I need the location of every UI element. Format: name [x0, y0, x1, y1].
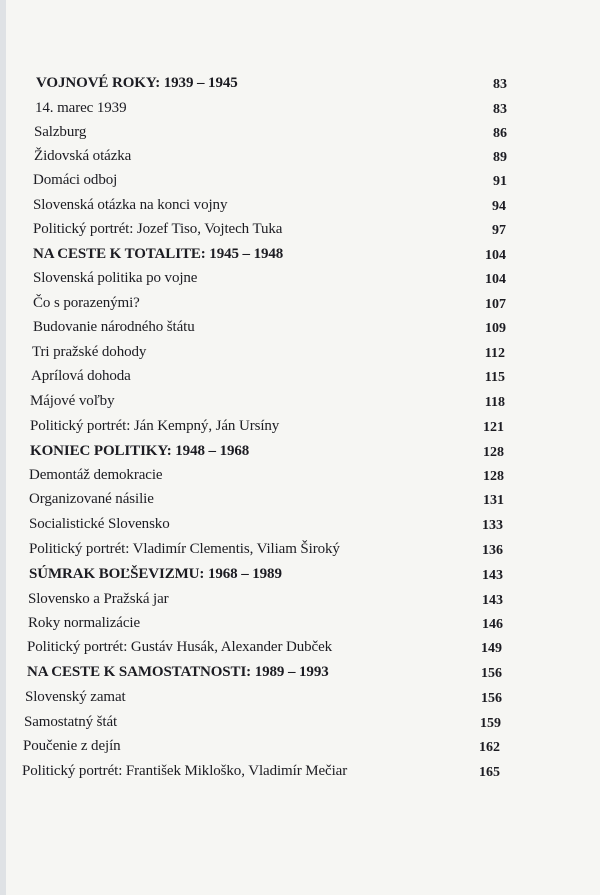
toc-entry: [22, 763, 582, 787]
toc-entry-title: Roky normalizácie: [28, 615, 141, 631]
toc-entry-title: Židovská otázka: [34, 148, 132, 164]
toc-entry: [35, 100, 595, 124]
toc-entry: [33, 319, 593, 343]
toc-entry-title: NA CESTE K TOTALITE: 1945 – 1948: [33, 246, 284, 262]
toc-entry-page-number: 91: [493, 174, 507, 189]
toc-section-heading: [29, 566, 589, 590]
toc-entry-page-number: 162: [479, 740, 500, 755]
toc-entry-title: Socialistické Slovensko: [29, 516, 170, 532]
toc-entry-page-number: 143: [482, 568, 503, 583]
toc-entry: [29, 491, 589, 515]
toc-entry: [33, 295, 593, 319]
toc-entry: [23, 738, 583, 762]
toc-entry-page-number: 118: [484, 395, 505, 410]
toc-entry-title: Organizované násilie: [29, 491, 154, 507]
toc-entry-page-number: 128: [483, 445, 504, 460]
toc-entry-page-number: 86: [493, 126, 507, 141]
toc-entry-title: Poučenie z dejín: [23, 738, 121, 754]
toc-entry-page-number: 104: [485, 248, 506, 263]
toc-entry: [28, 615, 588, 639]
toc-entry: [29, 541, 589, 565]
toc-entry-title: Politický portrét: Ján Kempný, Ján Ursíny: [30, 418, 280, 434]
toc-section-heading: [30, 443, 590, 467]
toc-entry-title: Tri pražské dohody: [32, 344, 147, 360]
toc-section-heading: [33, 246, 593, 270]
toc-entry-title: 14. marec 1939: [35, 100, 127, 116]
toc-entry: [29, 516, 589, 540]
toc-entry-title: Salzburg: [34, 124, 87, 140]
toc-entry: [33, 172, 593, 196]
toc-entry-page-number: 159: [480, 716, 501, 731]
toc-entry: [33, 197, 593, 221]
toc-entry: [32, 344, 592, 368]
toc-entry-page-number: 115: [484, 370, 505, 385]
toc-entry-page-number: 107: [485, 297, 506, 312]
toc-entry-title: Slovenský zamat: [25, 689, 126, 705]
toc-entry-page-number: 131: [483, 493, 504, 508]
toc-entry-page-number: 104: [485, 272, 506, 287]
toc-entry-page-number: 146: [482, 617, 503, 632]
toc-entry-title: Demontáž demokracie: [29, 467, 163, 483]
toc-entry-page-number: 121: [483, 420, 504, 435]
toc-entry-page-number: 97: [492, 223, 506, 238]
toc-entry-title: Politický portrét: František Mikloško, Vladimír Mečiar: [22, 763, 348, 779]
toc-entry-page-number: 109: [485, 321, 506, 336]
toc-entry-title: Samostatný štát: [24, 714, 118, 730]
toc-entry-page-number: 165: [479, 765, 500, 780]
toc-entry-title: Politický portrét: Gustáv Husák, Alexander Dubček: [27, 639, 333, 655]
toc-entry-title: Aprílová dohoda: [31, 368, 131, 384]
toc-entry: [30, 418, 590, 442]
toc-entry: [27, 639, 587, 663]
toc-entry-title: NA CESTE K SAMOSTATNOSTI: 1989 – 1993: [27, 664, 329, 680]
toc-entry-title: Politický portrét: Jozef Tiso, Vojtech Tuka: [33, 221, 283, 237]
toc-page: [6, 0, 600, 895]
toc-entry-page-number: 133: [482, 518, 503, 533]
toc-entry: [33, 221, 593, 245]
toc-entry-title: Čo s porazenými?: [33, 295, 140, 311]
toc-entry: [30, 393, 590, 417]
toc-entry-page-number: 112: [484, 346, 505, 361]
toc-entry-title: Slovenská otázka na konci vojny: [33, 197, 228, 213]
toc-entry-title: SÚMRAK BOĽŠEVIZMU: 1968 – 1989: [29, 566, 282, 582]
toc-entry: [29, 467, 589, 491]
toc-entry-title: Domáci odboj: [33, 172, 118, 188]
toc-entry-page-number: 149: [481, 641, 502, 656]
toc-entry-page-number: 128: [483, 469, 504, 484]
toc-entry-page-number: 83: [493, 77, 507, 92]
toc-section-heading: [27, 664, 587, 688]
toc-entry-page-number: 156: [481, 691, 502, 706]
toc-entry-page-number: 156: [481, 666, 502, 681]
toc-entry-page-number: 94: [492, 199, 506, 214]
toc-entry: [34, 148, 594, 172]
toc-entry-title: VOJNOVÉ ROKY: 1939 – 1945: [36, 75, 238, 91]
toc-entry-page-number: 83: [493, 102, 507, 117]
toc-entry-page-number: 136: [482, 543, 503, 558]
toc-entry: [34, 124, 594, 148]
toc-entry: [31, 368, 591, 392]
toc-entry-title: Májové voľby: [30, 393, 115, 409]
toc-entry-title: Politický portrét: Vladimír Clementis, Viliam Široký: [29, 541, 340, 557]
toc-entry-title: KONIEC POLITIKY: 1948 – 1968: [30, 443, 250, 459]
toc-entry: [24, 714, 584, 738]
toc-section-heading: [36, 75, 596, 99]
toc-entry: [25, 689, 585, 713]
toc-entry-page-number: 143: [482, 593, 503, 608]
toc-entry-title: Slovensko a Pražská jar: [28, 591, 169, 607]
toc-entry: [28, 591, 588, 615]
toc-entry-title: Slovenská politika po vojne: [33, 270, 198, 286]
toc-entry-page-number: 89: [493, 150, 507, 165]
toc-entry-title: Budovanie národného štátu: [33, 319, 195, 335]
toc-entry: [33, 270, 593, 294]
